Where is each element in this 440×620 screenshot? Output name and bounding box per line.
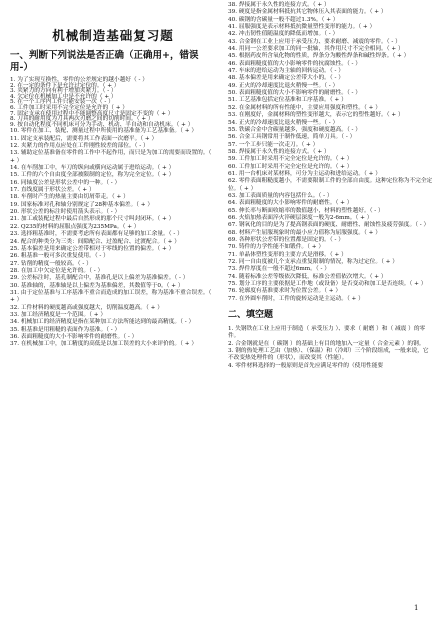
question-item: 28. 在加工中欠定位是允许的。（ - ） xyxy=(10,267,104,274)
question-item: 12. 夹紧力的作用点应处在工件刚性较差的部位。（ - ） xyxy=(10,143,149,150)
question-item: 9. 按自动化程度不同机床可分为手动、机动、半自动和自动机床。（ + ） xyxy=(10,121,194,128)
question-item: 18. 车削时产生的热量主要由切屑带走。（ + ） xyxy=(10,194,129,201)
question-item: 61. 用一台机床对某材料，可分为主运动和进给运动。（ + ） xyxy=(228,170,381,177)
question-item: 25. 基本偏差是用来确定公差带相对于零线的位置的偏差。（ + ） xyxy=(10,245,175,252)
question-item: 70. 铸件的力学性能不如锻件。（ + ） xyxy=(228,244,325,251)
right-column xyxy=(228,0,434,370)
question-item: 15. 工件的六个自由度全部被限制的定位，称为完全定位。（ + ） xyxy=(10,172,175,179)
question-item: 58. 焊接属于永久性的连接方式。（ + ） xyxy=(228,148,330,155)
question-item: 20. 形状公差的标注时使用箭头表示。（ - ） xyxy=(10,209,121,216)
question-item: 16. 同轴度公差是形状公差中的一种。（ - ） xyxy=(10,179,121,186)
question-item: 73. 焊件厚度在一般不超过6mm。（ - ） xyxy=(228,266,330,273)
question-item: 65. 伸长率与断面收缩率的数值越小，材料的塑性越好。（ - ） xyxy=(228,207,384,214)
question-item: 44. 用同一公差要求加工的同一批轴，其作用尺寸不完全相同。（ + ） xyxy=(228,46,404,53)
question-item: 23. 选择粗基准时，不需要考虑所有表面都有足够的加工余量。（ - ） xyxy=(10,231,183,238)
question-item: 60. 工件加工时采用不完全定位是允许的。（ + ） xyxy=(228,163,353,170)
question-item: 48. 基本偏差是用来确定公差带大小的。（ - ） xyxy=(228,75,344,82)
question-item: 56. 合金工具钢常用于制作低速，简单刀具。（ - ） xyxy=(228,134,356,141)
question-item: 69. 各种形状公差带的位置都是固定的。（ - ） xyxy=(228,237,344,243)
question-item: 11. 固定支承装配后，需要将其工作表面一次磨平。（ + ） xyxy=(10,135,158,142)
question-item: 53. 在刚度好，金属材料的塑性变形越大，表示它的塑性越好。（ + ） xyxy=(228,112,404,119)
question-item: 43. 合金钢在工业上应用于承受压力、要求耐磨、减震的零件。（ - ） xyxy=(228,38,401,45)
question-item: 59. 工件加工时采用不完全定位是允许的。（ + ） xyxy=(228,156,353,163)
question-item: 39. 硬度是指金属材料抵抗其它物体压入其表面的能力。（ + ） xyxy=(228,9,387,16)
fill-blank-item: 1. 失钢铁在工业上应用于制造（ 承受压力 ）、要求（ 耐磨 ）和（ 减震 ）的零件。 xyxy=(228,326,426,340)
question-item: 30. 基准轴的，基准轴是以上偏差为基准偏差，其数值等于0。（ + ） xyxy=(10,282,184,289)
question-item: 38. 焊接属于永久性的连接方式。（ + ） xyxy=(228,2,330,8)
question-item: 4. 欠定位在机械加工中是不允许的（ + ） xyxy=(10,93,117,100)
question-item: 36. 表面粗糙度的大小不影响零件的耐磨性。（ - ） xyxy=(10,333,138,340)
question-item: 63. 加工表面质量的内容包括什么。（ - ） xyxy=(228,192,333,199)
question-item: 41. 屈服强度是表示材料抵抗微量塑性变形的能力。（ + ） xyxy=(228,24,376,31)
question-item: 74. 随着标准公差等级依次降低，标准公差值依次增大。（ + ） xyxy=(228,273,387,280)
question-item: 64. 表面粗糙度的大小影响零件的耐磨性。（ + ） xyxy=(228,200,353,207)
question-item: 72. 同一自由度被几个支承点重复限制的情况，称为过定位。（ + ） xyxy=(228,259,398,266)
question-item: 47. 车床的进给运动为主轴的回转运动。（ - ） xyxy=(228,68,344,75)
question-item: 32. 工件材料的硬度越高或强度越大，切削温度越高。（ + ） xyxy=(10,304,163,311)
question-item: 3. 夹紧力的方向有利于增加夹紧力。（ - ） xyxy=(10,88,117,95)
question-item: 27. 钻削的精度一般较高。（ - ） xyxy=(10,260,92,267)
question-item: 2. 在一定的条件下是允许过定位的。（ + ） xyxy=(10,82,120,89)
question-item: 34. 机械加工的经济精度是指在某种加工方法所能达到的最高精度。（ - ） xyxy=(10,319,195,326)
question-item: 37. 在机械加工中，加工精度的高低是以加工误差的大小来评价的。（ + ） xyxy=(10,341,198,348)
question-item: 67. 钢氧化的目的是为了提高钢表面的硬度、耐磨性、耐蚀性及疲劳强度。（ - ） xyxy=(228,222,430,229)
question-item: 45. 根据药皮所含氧化物的性质，焊条分为酸性焊条和碱性焊条。（ + ） xyxy=(228,53,410,60)
page-number: 1 xyxy=(414,604,419,612)
question-item: 17. 直线度属于形状公差。（ + ） xyxy=(10,187,95,194)
fill-blank-item: 4. 零件材料选择的一般原则是首先应满足零件的（使用性能要 xyxy=(228,362,384,369)
question-item: 21. 加工或装配过程中最后自然形成的那个尺寸叫封闭环。（ + ） xyxy=(10,216,175,223)
question-item: 46. 表面粗糙度值的大小影响零件的抗腐蚀性。（ - ） xyxy=(228,60,361,67)
question-item: 26. 粗基准一般可多次重复使用。（ - ） xyxy=(10,253,109,260)
question-item: 66. 火焰加热表面淬火淬硬层深度一般为2-6mm。（ + ） xyxy=(228,214,373,221)
question-item: 29. 公差标注时，基孔制配合中，基准孔是以上偏差为基准偏差。（ - ） xyxy=(10,275,189,282)
question-item: 51. 工艺基准包括定位基准和工序基准。（ + ） xyxy=(228,97,347,104)
question-item: 40. 碳钢的含碳量一般不超过1.3%。（ + ） xyxy=(228,16,339,23)
section-heading-true-false: 一、判断下列说法是否正确（正确用+，错误用-） xyxy=(10,50,199,73)
section-heading-fill-blank: 二、填空题 xyxy=(228,310,274,321)
left-column xyxy=(10,0,216,349)
question-item: 62. 零件表面粗糙度越小，不需要限制工件的全部自由度。这种定位称为不完全定位。（ + ） xyxy=(228,178,433,192)
question-item: 55. 铁碳合金中含碳量越多，强度和硬度越高。（ - ） xyxy=(228,126,361,133)
question-item: 71. 单晶体塑性变形的主要方式是滑移。（ + ） xyxy=(228,251,347,258)
question-item: 19. 国家标准对孔和轴分别规定了28种基本偏差。（ + ） xyxy=(10,201,154,208)
fill-blank-item: 3. 钢的热处理工艺由（加热）、（保温）和（冷却）三个阶段组成，一般来说，它不改变热处理件的（形状），而改变其（性能）。 xyxy=(228,348,429,362)
question-item: 8. 刀具的耐用度为刀具两次刃磨之间的切削时间。（ + ） xyxy=(10,116,154,123)
document-title: 机械制造基础复习题 xyxy=(52,28,174,43)
question-item: 24. 配合的种类分为三类：间隙配合、过盈配合、过渡配合。（ + ） xyxy=(10,238,180,245)
question-item: 22. Q235的材料的屈服点强度为235MPa。（ + ） xyxy=(10,223,140,230)
fill-blank-list xyxy=(228,326,434,370)
question-item: 31. 由于定位基准与工序基准不重合而造成的加工误差，称为基准不重合误差。（ + ） xyxy=(10,289,212,304)
question-item: 68. 材料产生屈服现象时的最小应力值称为屈服强度。（ + ） xyxy=(228,229,381,236)
question-item: 1. 为了实现互换性，零件的公差规定的越小越好（ - ） xyxy=(10,77,148,83)
left-question-list xyxy=(10,78,216,349)
question-item: 57. 一个工步只能一次走刀。（ + ） xyxy=(228,141,319,148)
question-item: 10. 零件在加工、装配、测量过程中所使用的基准备为工艺基准备。（ + ） xyxy=(10,128,198,135)
question-item: 75. 划分工序的主要依据是工作地（或设备）是否变动和加工是否连续。（ + ） xyxy=(228,281,427,288)
question-item: 14. 在车削加工中，车刀的纵向或横向运动属于进给运动。（ + ） xyxy=(10,165,175,172)
question-item: 35. 粗基准是用粗糙的表面作为基准。（ - ） xyxy=(10,326,121,333)
question-item: 42. 冲击韧性值随温度的降低而增加。（ - ） xyxy=(228,31,339,38)
fill-blank-item: 2. 合金钢就是在（ 碳钢 ）的基础上有目的地加入一定量（ 合金元素 ）的钢。 xyxy=(228,340,425,347)
question-item: 50. 表面粗糙度值的大小不影响零件的耐磨性。（ - ） xyxy=(228,90,361,97)
question-item: 76. 轮廓度有基准要求时为位置公差。（ + ） xyxy=(228,288,342,295)
question-item: 54. 正火的冷却速度比退火稍慢一些。（ - ） xyxy=(228,119,339,126)
question-item: 7. 固定支承在使用过程中不能调整高度尺寸是固定不变的（ + ） xyxy=(10,110,174,117)
right-question-list xyxy=(228,2,434,303)
question-item: 6. 工件加工时采用不完全定位是允许的（ + ） xyxy=(10,104,128,111)
question-item: 33. 加工经济精度是一个范围。（ + ） xyxy=(10,311,107,318)
question-item: 5. 在一个工序内工件只能安装一次（ - ） xyxy=(10,99,114,106)
question-item: 49. 正火的冷却速度比退火稍慢一些。（ - ） xyxy=(228,82,339,89)
question-item: 13. 辅助定位基准备在零件的工作中不起作用，而只是为加工的需要而设置的。（ + ） xyxy=(10,150,212,164)
question-item: 52. 在金属材料的所有性能中，主要应用强度和塑性。（ + ） xyxy=(228,104,381,111)
question-item: 77. 在外圆车削时，工件的旋转运动是主运动。（ + ） xyxy=(228,295,364,302)
